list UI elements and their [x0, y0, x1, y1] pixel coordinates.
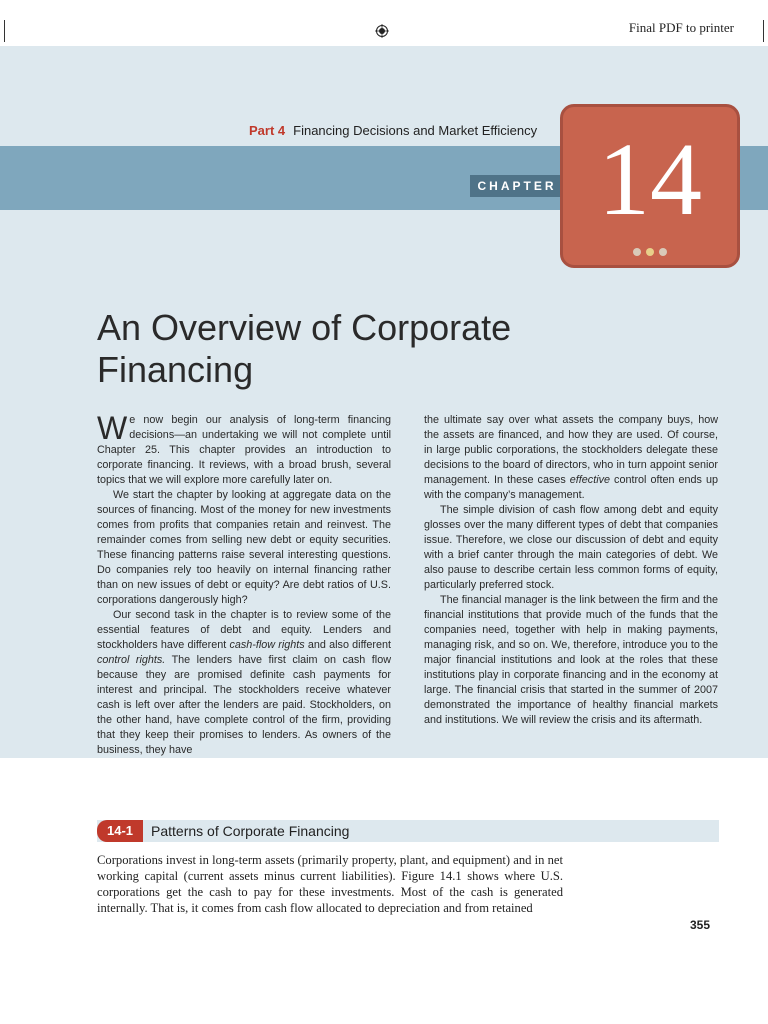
intro-paragraph: The simple division of cash flow among debt and equity glosses over the many different types of debt that companies issue. Therefore, we close our discussion of debt and equity with a brief canter through the main categories of debt. We also pause to describe certain less common forms of equity, particularly preferred stock.	[424, 504, 718, 591]
intro-paragraph: We now begin our analysis of long-term financing decisions—an undertaking we will not complete until Chapter 25. This chapter provides an introduction to corporate financing. It reviews, with a broad brush, several topics that we will explore more carefully later on.	[97, 410, 391, 486]
page-number: 355	[690, 918, 711, 932]
printer-note: Final PDF to printer	[628, 20, 734, 35]
part-title: Financing Decisions and Market Efficiency	[293, 123, 538, 138]
section-body	[97, 852, 563, 916]
dot	[633, 248, 641, 256]
chapter-title: An Overview of Corporate Financing	[97, 307, 512, 391]
dot	[646, 248, 654, 256]
part-heading	[249, 123, 537, 138]
chapter-tag: CHAPTER	[470, 175, 564, 197]
intro-paragraph: The financial manager is the link between the firm and the financial institutions that provide much of the funds that the companies need, together with help in making payments, managing risk, and so on. We, therefore, introduce you to the major financial institutions and look at the roles that these institutions play in corporate financing and in the economy at large. The financial crisis that started in the summer of 2007 demonstrated the importance of healthy financial markets and institutions. We will review the crisis and its aftermath.	[424, 594, 718, 726]
intro-paragraph: We start the chapter by looking at aggregate data on the sources of financing. Most of the money for new investments comes from profits that companies retain and reinvest. The remainder comes from selling new debt or equity securities. These financing patterns raise several interesting questions. Do companies rely too heavily on internal financing rather than on new issues of debt or equity? Are debt ratios of U.S. corporations dangerously high?	[97, 489, 391, 606]
printer-header	[0, 0, 768, 46]
intro-paragraph: the ultimate say over what assets the company buys, how the assets are financed, and how they are used. Of course, in large public corporations, the stockholders delegate these decisions to the board of directors, who in turn appoint senior management. In these cases effective control often ends up with the company’s management.	[424, 414, 719, 501]
part-label: Part 4	[249, 123, 286, 138]
crop-mark-right	[763, 20, 764, 42]
dot	[659, 248, 667, 256]
crop-mark-left	[4, 20, 5, 42]
section-title: Patterns of Corporate Financing	[151, 823, 350, 839]
registration-mark-icon	[375, 24, 389, 38]
chapter-number: 14	[598, 122, 702, 237]
section-heading	[97, 820, 719, 842]
section-number: 14-1	[97, 820, 143, 842]
intro-column-right	[424, 413, 718, 728]
chapter-number-box	[560, 104, 740, 268]
chapter-dots	[633, 243, 672, 261]
body-paragraph: Corporations invest in long-term assets (primarily property, plant, and equipment) and in net working capital (current assets minus current liabilities). Figure 14.1 shows where U.S. corporations get the cash to pay for these investments. Most of the cash is generated internally. That is, it comes from cash flow allocated to depreciation and from retained	[97, 853, 563, 915]
intro-paragraph: Our second task in the chapter is to review some of the essential features of debt and equity. Lenders and stockholders have different cash-flow rights and also different control rights. The lenders have first claim on cash flow because they are promised definite cash payments for interest and principal. The stockholders receive whatever cash is left over after the lenders are paid. Stockholders, on the other hand, have complete control of the firm, providing that they keep their promises to lenders. As owners of the business, they have	[97, 609, 391, 756]
intro-column-left	[97, 410, 391, 758]
drop-cap: W	[97, 410, 128, 446]
